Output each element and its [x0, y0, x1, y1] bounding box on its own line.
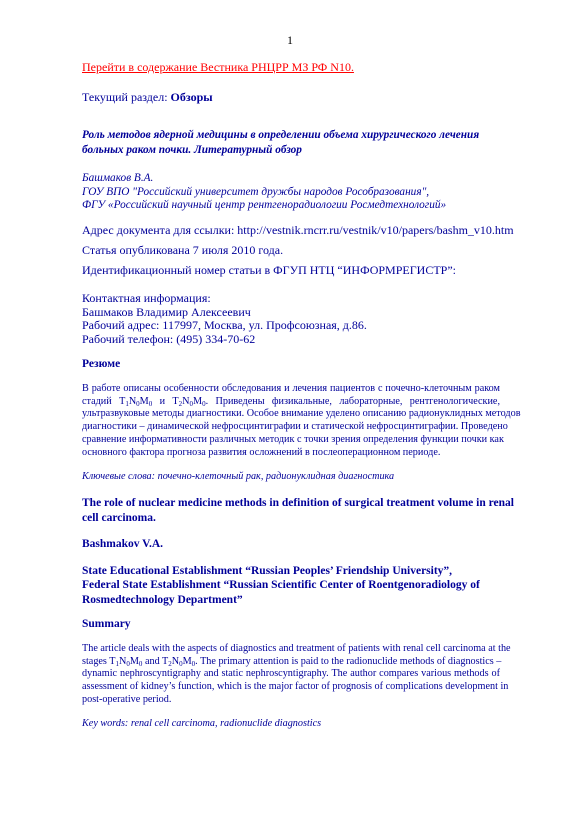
contact-name: Башмаков Владимир Алексеевич: [82, 304, 251, 319]
keywords-ru: Ключевые слова: почечно-клеточный рак, радионуклидная диагностика: [82, 471, 395, 482]
summary-line: dynamic nephroscyntigraphy and static nephroscyntigraphy. The author compares various methods of: [82, 668, 500, 680]
affiliation-en-line: State Educational Establishment “Russian Peoples’ Friendship University”,: [82, 565, 453, 577]
author-name-en: Bashmakov V.A.: [82, 538, 164, 550]
contact-heading: Контактная информация:: [82, 291, 211, 305]
affiliation-ru-1: ГОУ ВПО "Российский университет дружбы народов Рособразования",: [82, 185, 430, 198]
contact-info: [82, 292, 367, 347]
section-label: Текущий раздел:: [82, 90, 168, 104]
resume-line: В работе описаны особенности обследования и лечения пациентов с почечно-клеточным раком: [82, 383, 500, 394]
authors-ru: [82, 172, 532, 213]
author-name-ru: Башмаков В.А.: [82, 172, 154, 184]
resume-line: сравнение информативности различных методик с точки зрения определения функции почки как: [82, 433, 504, 445]
summary-line: post-operative period.: [82, 693, 172, 705]
registry-id: Идентификационный номер статьи в ФГУП НТЦ “ИНФОРМРЕГИСТР”:: [82, 263, 456, 277]
resume-line: стадий $Т_1N_0M_0$ и $Т_2N_0M_0$. Приведены физикальные, лабораторные, рентгенологические,: [82, 395, 500, 408]
page-number: 1: [287, 33, 293, 47]
summary-line: The article deals with the aspects of diagnostics and treatment of patients with renal cell carcinoma at the: [82, 643, 511, 654]
table-of-contents-link[interactable]: Перейти в содержание Вестника РНЦРР МЗ РФ N10.: [82, 60, 354, 74]
contact-address: Рабочий адрес: 117997, Москва, ул. Профсоюзная, д.86.: [82, 318, 367, 333]
resume-text: [82, 383, 521, 459]
current-section: [82, 90, 213, 104]
resume-line: ультразвуковые методы диагностики. Особое внимание уделено описанию радионуклидных методов: [82, 408, 521, 420]
article-title-ru: Роль методов ядерной медицины в определении объема хирургического лечения больных раком почки. Литературный обзор: [82, 129, 480, 156]
summary-line: assessment of kidney’s function, which is the major factor of prognosis of complications development in: [82, 681, 509, 693]
affiliation-en-line: Rosmedtechnology Department”: [82, 593, 243, 606]
resume-line: диагностики – динамической нефросцинтиграфии и статической нефросцинтиграфии. Проведено: [82, 421, 508, 433]
article-title-en: The role of nuclear medicine methods in definition of surgical treatment volume in renal cell carcinoma.: [82, 497, 514, 524]
resume-heading: Резюме: [82, 358, 121, 370]
affiliation-en: [82, 564, 522, 607]
resume-line: основного фактора прогноза развития осложнений в послеоперационном периоде.: [82, 446, 441, 458]
citation-address: Адрес документа для ссылки: http://vestnik.rncrr.ru/vestnik/v10/papers/bashm_v10.htm: [82, 223, 514, 237]
keywords-en: Key words: renal cell carcinoma, radionuclide diagnostics: [82, 718, 322, 729]
affiliation-ru-2: ФГУ «Российский научный центр рентгенорадиологии Росмедтехнологий»: [82, 199, 447, 212]
affiliation-en-line: Federal State Establishment “Russian Scientific Center of Roentgenoradiology of: [82, 579, 480, 592]
publication-date: Статья опубликована 7 июля 2010 года.: [82, 243, 284, 257]
summary-line: stages $T_1N_0M_0$ and $T_2N_0M_0$. The primary attention is paid to the radionuclide methods of diagnostics –: [82, 655, 502, 668]
summary-text: [82, 643, 511, 707]
section-value: Обзоры: [170, 90, 213, 104]
contact-phone: Рабочий телефон: (495) 334-70-62: [82, 332, 256, 347]
summary-heading: Summary: [82, 618, 131, 630]
